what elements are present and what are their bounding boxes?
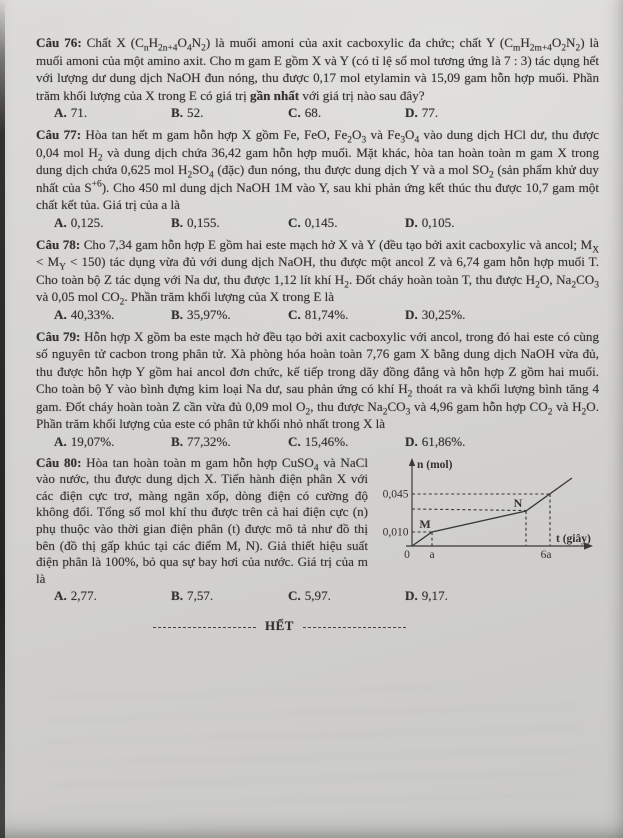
option-79-d — [405, 433, 465, 451]
xtick-a: a — [429, 548, 435, 561]
options-row-76 — [36, 104, 599, 122]
options-row-78 — [36, 306, 599, 324]
option-letter: B. — [171, 306, 184, 322]
het-dash-left — [153, 627, 256, 628]
page-bleedthrough-texture — [48, 688, 575, 812]
option-value: 40,33%. — [70, 306, 115, 322]
het-dash-right — [303, 627, 406, 628]
x-axis-label: t (giây) — [556, 532, 591, 545]
option-letter: A. — [54, 105, 67, 121]
option-value: 19,07%. — [70, 434, 115, 450]
option-letter: A. — [54, 434, 67, 450]
option-value: 52. — [187, 105, 204, 121]
option-letter: C. — [288, 588, 301, 604]
question-body-79: Hỗn hợp X gồm ba este mạch hở đều tạo bởi axit cacboxylic với ancol, trong đó hai este có cùng số nguyên tử cacbon trong phân tử. Xà phòng hóa hoàn toàn 7,76 gam X bằng dung dịch NaOH vừa đủ, thu được hỗn hợp Y gồm hai ancol đơn chức, kế tiếp trong dãy đồng đẳng và hỗn hợp Z gồm hai muối. Cho toàn bộ Y vào bình đựng kim loại Na dư, sau phản ứng có khí $H_2$ thoát ra và khối lượng bình tăng 4 gam. Đốt cháy hoàn toàn Z cần vừa đủ 0,09 mol $O_2$, thu được $Na_2CO_3$ và 4,96 gam hỗn hợp $CO_2$ và $H_2O$. Phần trăm khối lượng của este có phân tử khối nhỏ nhất trong X là — [36, 328, 599, 432]
question-block-76 — [36, 34, 599, 122]
option-value: 7,57. — [187, 588, 214, 604]
option-79-c — [288, 433, 405, 451]
question-block-78 — [36, 236, 599, 324]
point-label-M: M — [419, 516, 431, 531]
option-letter: D. — [405, 306, 418, 322]
question-text-79 — [36, 328, 599, 434]
option-value: 77. — [421, 105, 439, 121]
option-80-d — [405, 587, 448, 605]
option-letter: D. — [405, 588, 418, 604]
question-text-78 — [36, 236, 599, 306]
option-letter: C. — [288, 434, 301, 450]
option-76-a — [54, 104, 171, 122]
option-value: 0,155. — [187, 214, 220, 230]
option-value: 71. — [70, 105, 88, 121]
option-letter: A. — [54, 214, 67, 230]
question-number-78: Câu 78: — [36, 236, 81, 252]
option-value: 0,105. — [421, 214, 455, 230]
guide-h-N — [412, 509, 526, 511]
options-row-80 — [36, 587, 599, 605]
option-letter: B. — [171, 214, 184, 230]
option-value: 81,74%. — [304, 306, 349, 322]
option-77-b — [171, 214, 288, 232]
y-axis-arrow-icon — [409, 458, 415, 466]
option-76-b — [171, 104, 288, 122]
scan-edge-shadow — [0, 0, 5, 838]
ytick-0010: 0,010 — [382, 526, 409, 539]
option-80-c — [288, 587, 405, 605]
option-letter: D. — [405, 434, 418, 450]
option-letter: B. — [171, 105, 184, 121]
option-79-b — [171, 433, 288, 451]
y-axis-label: n (mol) — [417, 458, 453, 471]
electrolysis-graph — [377, 457, 599, 561]
electrolysis-chart — [377, 457, 599, 561]
point-label-N: N — [513, 495, 523, 510]
question-text-76 — [36, 34, 599, 104]
option-value: 68. — [304, 105, 322, 121]
option-value: 2,77. — [70, 588, 97, 604]
option-letter: C. — [288, 105, 301, 121]
option-letter: A. — [54, 588, 67, 604]
option-letter: A. — [54, 306, 67, 322]
option-76-d — [405, 104, 438, 122]
option-value: 0,145. — [304, 214, 338, 230]
question-number-80: Câu 80: — [36, 454, 82, 470]
option-value: 61,86%. — [421, 434, 466, 450]
options-row-79 — [36, 433, 599, 451]
question-block-77 — [36, 126, 599, 232]
question-body-78: Cho 7,34 gam hỗn hợp E gồm hai este mạch hở X và Y (đều tạo bởi axit cacboxylic và ancol; $M_X < M_Y < 150$) tác dụng vừa đủ với dung dịch NaOH, thu được một ancol Z và 6,74 gam hỗn hợp muối T. Cho toàn bộ Z tác dụng với Na dư, thu được 1,12 lít khí $H_2$. Đốt cháy hoàn toàn T, thu được $H_2O$, $Na_2CO_3$ và 0,05 mol $CO_2$. Phần trăm khối lượng của X trong E là — [36, 236, 599, 308]
option-value: 35,97%. — [187, 306, 231, 322]
het-label: HẾT — [265, 618, 294, 633]
question-block-80 — [36, 455, 599, 605]
question-body-76: Chất X $(C_nH_{2n+4}O_4N_2)$ là muối amoni của axit cacboxylic đa chức; chất Y $(C_mH_{2m+4}O_2N_2)$ là muối amoni của một amino axit. Cho m gam E gồm X và Y (có tỉ lệ số mol tương ứng là 7 : 3) tác dụng hết với lượng dư dung dịch NaOH đun nóng, thu được 0,17 mol etylamin và 15,09 gam hỗn hợp muối. Phần trăm khối lượng của X trong E có giá trị gần nhất với giá trị nào sau đây? — [36, 35, 599, 103]
option-value: 0,125. — [70, 214, 104, 230]
option-value: 15,46%. — [304, 434, 349, 450]
option-77-c — [288, 214, 405, 232]
option-77-a — [54, 214, 171, 232]
option-letter: B. — [171, 588, 184, 604]
option-letter: D. — [405, 105, 418, 121]
option-80-a — [54, 587, 171, 605]
option-letter: D. — [405, 214, 418, 230]
option-77-d — [405, 214, 454, 232]
question-number-77: Câu 77: — [36, 126, 82, 142]
option-76-c — [288, 104, 405, 122]
question-body-77: Hòa tan hết m gam hỗn hợp X gồm Fe, FeO, $Fe_2O_3$ và $Fe_3O_4$ vào dung dịch HCl dư, thu được 0,04 mol $H_2$ và dung dịch chứa 36,42 gam hỗn hợp muối. Mặt khác, hòa tan hoàn toàn m gam X trong dung dịch chứa 0,625 mol $H_2SO_4$ (đặc) đun nóng, thu được dung dịch Y và a mol $SO_2$ (sản phẩm khử duy nhất của $S^{+6}$). Cho 450 ml dung dịch NaOH 1M vào Y, sau khi phản ứng kết thúc thu được 10,7 gam một chất kết tủa. Giá trị của a là — [36, 126, 600, 213]
option-letter: B. — [171, 434, 184, 450]
option-value: 77,32%. — [187, 434, 231, 450]
option-value: 9,17. — [421, 588, 448, 604]
xtick-6a: 6a — [540, 548, 552, 561]
option-78-d — [405, 306, 465, 324]
question-block-79 — [36, 328, 599, 451]
question-body-80: Hòa tan hoàn toàn m gam hỗn hợp CuSO$_4$ và NaCl vào nước, thu được dung dịch X. Tiến hành điện phân X với các điện cực trơ, màng ngăn xốp, dòng điện có cường độ không đổi. Tổng số mol khí thu được trên cả hai điện cực (n) phụ thuộc vào thời gian điện phân (t) được mô tả như đồ thị bên (đồ thị gấp khúc tại các điểm M, N). Giả thiết hiệu suất điện phân là 100%, bỏ qua sự bay hơi của nước. Giá trị của m là — [36, 454, 369, 586]
option-value: 30,25%. — [421, 306, 466, 322]
option-value: 5,97. — [304, 588, 331, 604]
end-of-exam-mark — [0, 618, 561, 634]
option-78-c — [288, 306, 405, 324]
option-78-a — [54, 306, 171, 324]
question-number-76: Câu 76: — [36, 35, 82, 50]
question-text-77 — [36, 126, 599, 214]
option-80-b — [171, 587, 288, 605]
xtick-0: 0 — [404, 548, 410, 561]
exam-content — [36, 34, 599, 634]
ytick-0045: 0,045 — [382, 488, 409, 501]
option-78-b — [171, 306, 288, 324]
option-letter: C. — [288, 306, 301, 322]
options-row-77 — [36, 214, 599, 232]
option-letter: C. — [288, 214, 301, 230]
question-number-79: Câu 79: — [36, 328, 81, 344]
n-vs-t-line — [412, 478, 572, 546]
option-79-a — [54, 433, 171, 451]
